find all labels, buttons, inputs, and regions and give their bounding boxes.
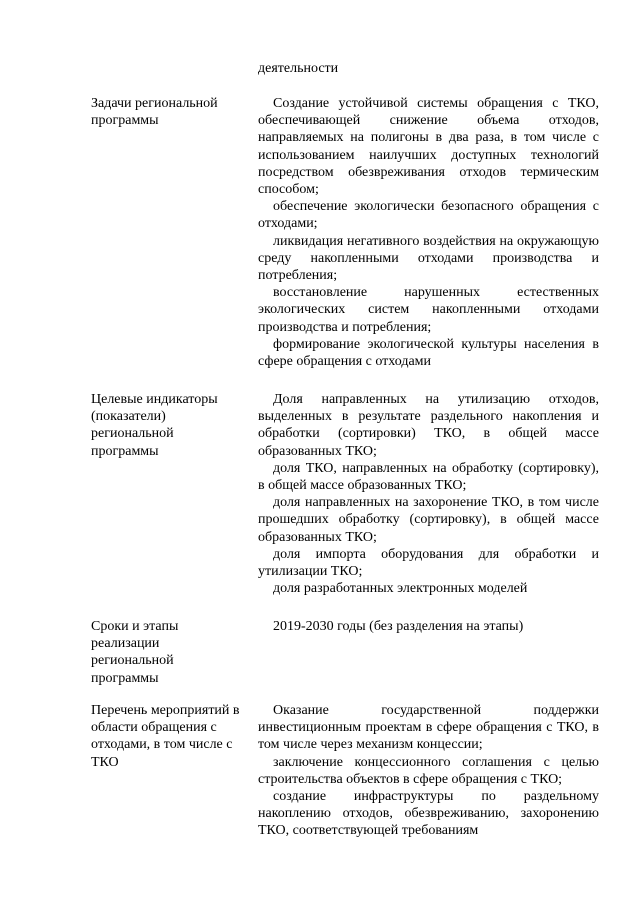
row-content-indicators bbox=[258, 391, 599, 597]
row-label-tasks: Задачи региональной программы bbox=[91, 96, 218, 129]
paragraph: Оказание государственной поддержки инвестиционным проектам в сфере обращения с ТКО, в том числе через механизм концессии; bbox=[258, 703, 599, 753]
paragraph: обеспечение экологически безопасного обращения с отходами; bbox=[258, 199, 599, 232]
row-label-terms: Сроки и этапы реализации региональной программы bbox=[91, 619, 179, 686]
row-label-measures: Перечень мероприятий в области обращения с отходами, в том числе с ТКО bbox=[91, 703, 240, 770]
paragraph: заключение концессионного соглашения с целью строительства объектов в сфере обращения с ТКО; bbox=[258, 754, 599, 787]
continuation-text: деятельности bbox=[258, 61, 339, 76]
paragraph: Доля направленных на утилизацию отходов, выделенных в результате раздельного накопления и обработки (сортировки) ТКО, в общей массе образованных ТКО; bbox=[258, 392, 599, 459]
paragraph: доля импорта оборудования для обработки и утилизации ТКО; bbox=[258, 546, 599, 580]
paragraph: доля направленных на захоронение ТКО, в том числе прошедших обработку (сортировку), в общей массе образованных ТКО; bbox=[258, 495, 599, 545]
row-content-tasks bbox=[258, 95, 599, 370]
paragraph: ликвидация негативного воздействия на окружающую среду накопленными отходами производства и потребления; bbox=[258, 233, 599, 284]
row-content-measures bbox=[258, 702, 599, 840]
paragraph: доля ТКО, направленных на обработку (сортировку), в общей массе образованных ТКО; bbox=[258, 460, 599, 494]
paragraph: Создание устойчивой системы обращения с ТКО, обеспечивающей снижение объема отходов, направляемых на полигоны в два раза, в том числе с использованием наилучших доступных технологий посредством обезвреживания отходов термическим способом; bbox=[258, 96, 599, 198]
paragraph: 2019-2030 годы (без разделения на этапы) bbox=[273, 619, 524, 634]
row-label-indicators: Целевые индикаторы (показатели) региональной программы bbox=[91, 392, 218, 459]
paragraph: формирование экологической культуры населения в сфере обращения с отходами bbox=[258, 336, 599, 370]
paragraph: восстановление нарушенных естественных экологических систем накопленными отходами производства и потребления; bbox=[258, 285, 599, 335]
row-content-terms bbox=[258, 618, 599, 635]
paragraph: создание инфраструктуры по раздельному накоплению отходов, обезвреживанию, захоронению ТКО, соответствующей требованиям bbox=[258, 789, 599, 839]
paragraph: доля разработанных электронных моделей bbox=[273, 581, 528, 597]
